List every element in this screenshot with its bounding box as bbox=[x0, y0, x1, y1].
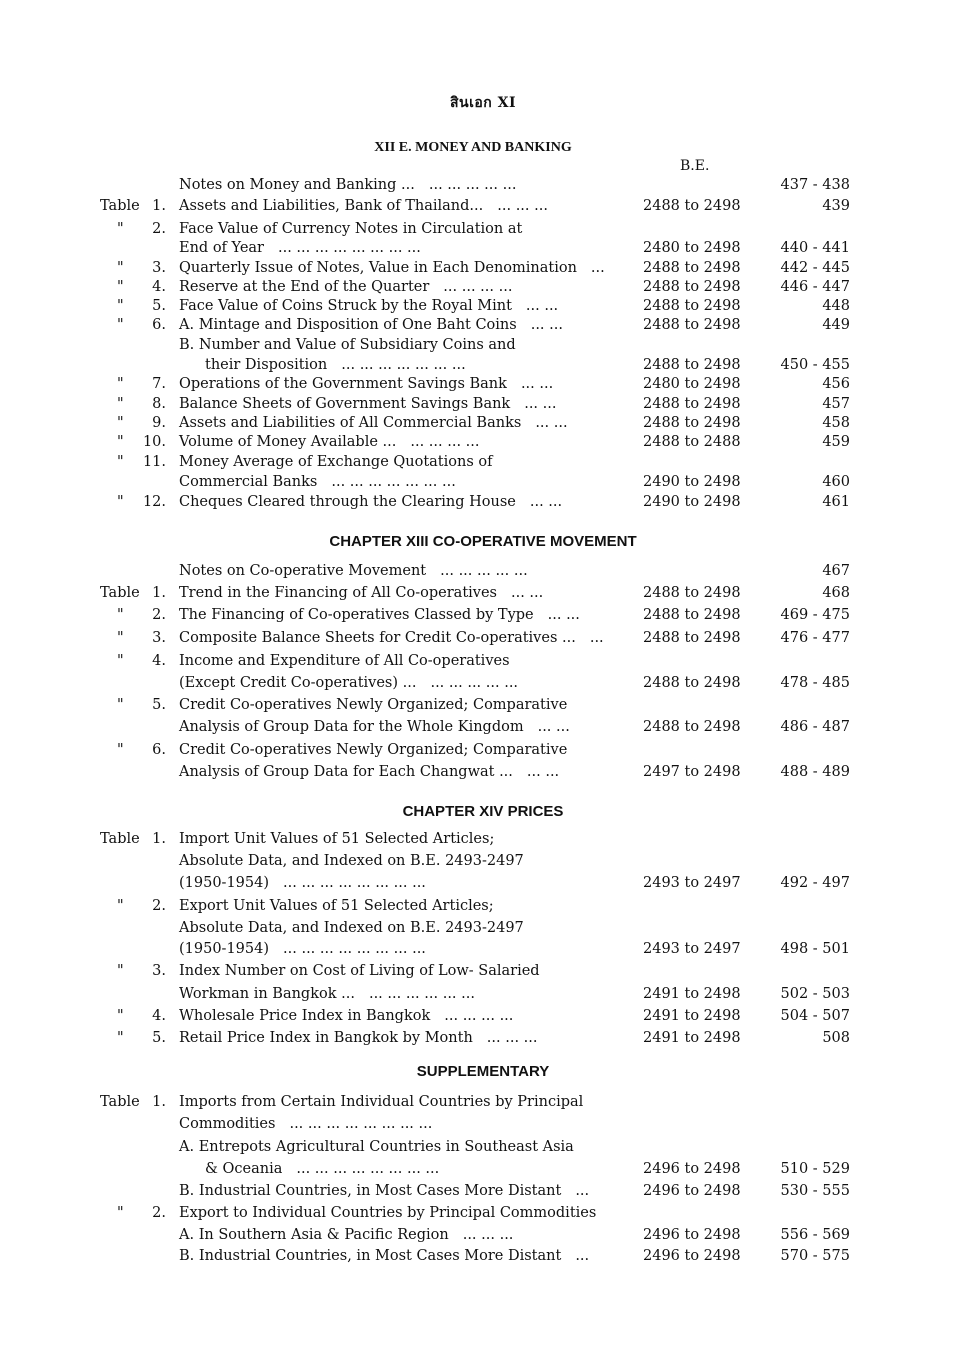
page-range: 437 - 438 bbox=[780, 177, 850, 193]
contents-row bbox=[0, 432, 966, 452]
year-range: 2488 to 2498 bbox=[643, 357, 741, 373]
year-range: 2493 to 2497 bbox=[643, 875, 741, 891]
contents-row bbox=[0, 851, 966, 871]
year-range: 2488 to 2498 bbox=[643, 317, 741, 333]
leader-dots: ... ... bbox=[537, 719, 570, 735]
ditto-mark: " bbox=[117, 1008, 124, 1024]
year-range: 2488 to 2498 bbox=[643, 607, 741, 623]
ditto-mark: " bbox=[117, 376, 124, 392]
leader-dots: ... bbox=[575, 1183, 590, 1199]
entry-title: Credit Co-operatives Newly Organized; Comparative bbox=[179, 742, 568, 758]
table-number: 11. bbox=[142, 454, 166, 470]
year-range: 2488 to 2498 bbox=[643, 719, 741, 735]
page-range: 450 - 455 bbox=[780, 357, 850, 373]
contents-row bbox=[0, 605, 966, 625]
ditto-mark: " bbox=[117, 279, 124, 295]
leader-dots: ... ... bbox=[547, 607, 580, 623]
table-label: Table bbox=[100, 1094, 140, 1110]
year-range: 2496 to 2498 bbox=[643, 1248, 741, 1264]
year-range: 2488 to 2498 bbox=[643, 396, 741, 412]
leader-dots: ... ... ... ... ... ... ... ... bbox=[283, 875, 426, 891]
year-range: 2496 to 2498 bbox=[643, 1161, 741, 1177]
entry-title: Assets and Liabilities, Bank of Thailand... bbox=[179, 198, 484, 214]
leader-dots: ... ... ... bbox=[486, 1030, 538, 1046]
contents-row bbox=[0, 374, 966, 394]
table-number: 1. bbox=[152, 198, 166, 214]
contents-row bbox=[0, 673, 966, 693]
ditto-mark: " bbox=[117, 963, 124, 979]
contents-row bbox=[0, 695, 966, 715]
entry-title: (1950-1954) bbox=[179, 941, 270, 957]
contents-row bbox=[0, 413, 966, 433]
year-range: 2488 to 2498 bbox=[643, 630, 741, 646]
page-range: 448 bbox=[822, 298, 850, 314]
leader-dots: ... ... ... ... bbox=[443, 279, 513, 295]
entry-title: B. Industrial Countries, in Most Cases More Distant bbox=[179, 1248, 562, 1264]
ditto-mark: " bbox=[117, 221, 124, 237]
table-number: 5. bbox=[152, 697, 166, 713]
year-range: 2491 to 2498 bbox=[643, 1030, 741, 1046]
entry-title: Face Value of Coins Struck by the Royal Mint bbox=[179, 298, 512, 314]
page-range: 488 - 489 bbox=[780, 764, 850, 780]
ditto-mark: " bbox=[117, 415, 124, 431]
table-number: 1. bbox=[152, 831, 166, 847]
leader-dots: ... ... ... ... ... bbox=[440, 563, 528, 579]
contents-row bbox=[0, 717, 966, 737]
page-range: 459 bbox=[822, 434, 850, 450]
leader-dots: ... ... bbox=[530, 317, 563, 333]
leader-dots: ... bbox=[589, 630, 604, 646]
table-number: 4. bbox=[152, 279, 166, 295]
table-number: 9. bbox=[152, 415, 166, 431]
contents-row bbox=[0, 651, 966, 671]
table-number: 2. bbox=[152, 898, 166, 914]
section-title: SUPPLEMENTARY bbox=[416, 1063, 550, 1080]
page-range: 457 bbox=[822, 396, 850, 412]
entry-title: Commodities bbox=[179, 1116, 276, 1132]
entry-title: Composite Balance Sheets for Credit Co-operatives ... bbox=[179, 630, 576, 646]
table-number: 12. bbox=[142, 494, 166, 510]
entry-title: B. Number and Value of Subsidiary Coins and bbox=[179, 337, 516, 353]
leader-dots: ... ... bbox=[535, 415, 568, 431]
entry-title: Income and Expenditure of All Co-operatives bbox=[179, 653, 510, 669]
entry-title: Money Average of Exchange Quotations of bbox=[179, 454, 493, 470]
contents-row bbox=[0, 238, 966, 258]
year-range: 2488 to 2498 bbox=[643, 585, 741, 601]
ditto-mark: " bbox=[117, 454, 124, 470]
leader-dots: ... ... ... ... ... bbox=[430, 675, 519, 691]
entry-title: & Oceania bbox=[205, 1161, 283, 1177]
page-range: 456 bbox=[822, 376, 850, 392]
entry-title: A. In Southern Asia & Pacific Region bbox=[179, 1227, 449, 1243]
contents-row bbox=[0, 219, 966, 239]
page-range: 458 bbox=[822, 415, 850, 431]
contents-row bbox=[0, 296, 966, 316]
ditto-mark: " bbox=[117, 1030, 124, 1046]
contents-row bbox=[0, 315, 966, 335]
contents-row bbox=[0, 873, 966, 893]
contents-row bbox=[0, 1225, 966, 1245]
page-range: 460 bbox=[822, 474, 850, 490]
leader-dots: ... ... ... ... ... ... ... bbox=[341, 357, 466, 373]
year-range: 2488 to 2498 bbox=[643, 415, 741, 431]
ditto-mark: " bbox=[117, 396, 124, 412]
leader-dots: ... bbox=[590, 260, 605, 276]
ditto-mark: " bbox=[117, 742, 124, 758]
entry-title: Export Unit Values of 51 Selected Articles; bbox=[179, 898, 494, 914]
leader-dots: ... ... bbox=[525, 298, 559, 314]
page-range: 492 - 497 bbox=[780, 875, 850, 891]
leader-dots: ... ... bbox=[526, 764, 560, 780]
table-number: 6. bbox=[152, 742, 166, 758]
contents-row bbox=[0, 1137, 966, 1157]
ditto-mark: " bbox=[117, 697, 124, 713]
contents-row bbox=[0, 740, 966, 760]
leader-dots: ... ... ... ... ... ... ... bbox=[331, 474, 456, 490]
page-range: 478 - 485 bbox=[780, 675, 850, 691]
contents-row bbox=[0, 1159, 966, 1179]
entry-title: Assets and Liabilities of All Commercial Banks bbox=[179, 415, 522, 431]
ditto-mark: " bbox=[117, 298, 124, 314]
entry-title: Imports from Certain Individual Countries by Principal bbox=[179, 1094, 584, 1110]
contents-row bbox=[0, 492, 966, 512]
year-range: 2488 to 2498 bbox=[643, 298, 741, 314]
entry-title: Balance Sheets of Government Savings Bank bbox=[179, 396, 511, 412]
entry-title: Face Value of Currency Notes in Circulation at bbox=[179, 221, 523, 237]
table-number: 5. bbox=[152, 1030, 166, 1046]
leader-dots: ... ... ... bbox=[497, 198, 548, 214]
leader-dots: ... ... bbox=[529, 494, 563, 510]
ditto-mark: " bbox=[117, 260, 124, 276]
entry-title: Notes on Money and Banking ... bbox=[179, 177, 415, 193]
section-title: XII E. MONEY AND BANKING bbox=[374, 140, 572, 155]
leader-dots: ... ... ... bbox=[462, 1227, 514, 1243]
contents-row bbox=[0, 452, 966, 472]
leader-dots: ... ... ... ... bbox=[410, 434, 480, 450]
entry-title: Workman in Bangkok ... bbox=[179, 986, 355, 1002]
year-range: 2497 to 2498 bbox=[643, 764, 741, 780]
page-range: 530 - 555 bbox=[780, 1183, 850, 1199]
ditto-mark: " bbox=[117, 494, 124, 510]
ditto-mark: " bbox=[117, 653, 124, 669]
contents-row bbox=[0, 583, 966, 603]
contents-row bbox=[0, 1092, 966, 1112]
year-range: 2488 to 2498 bbox=[643, 260, 741, 276]
page-range: 502 - 503 bbox=[780, 986, 850, 1002]
leader-dots: ... ... ... ... ... ... ... ... bbox=[289, 1116, 433, 1132]
entry-title: Analysis of Group Data for Each Changwat ... bbox=[179, 764, 513, 780]
ditto-mark: " bbox=[117, 317, 124, 333]
leader-dots: ... ... ... ... ... ... ... ... bbox=[296, 1161, 440, 1177]
contents-row bbox=[0, 1246, 966, 1266]
leader-dots: ... ... bbox=[511, 585, 544, 601]
page-range: 468 bbox=[822, 585, 850, 601]
entry-title: Notes on Co-operative Movement bbox=[179, 563, 427, 579]
leader-dots: ... ... ... ... ... ... ... ... bbox=[278, 240, 421, 256]
entry-title: Volume of Money Available ... bbox=[179, 434, 397, 450]
page-header: สินเอก XI bbox=[449, 95, 517, 111]
page-range: 556 - 569 bbox=[780, 1227, 850, 1243]
leader-dots: ... ... bbox=[520, 376, 554, 392]
page-range: 486 - 487 bbox=[780, 719, 850, 735]
entry-title: Analysis of Group Data for the Whole Kingdom bbox=[179, 719, 524, 735]
page-range: 439 bbox=[822, 198, 850, 214]
entry-title: Quarterly Issue of Notes, Value in Each Denomination bbox=[179, 260, 577, 276]
ditto-mark: " bbox=[117, 898, 124, 914]
contents-row bbox=[0, 918, 966, 938]
entry-title: (1950-1954) bbox=[179, 875, 270, 891]
table-number: 6. bbox=[152, 317, 166, 333]
table-number: 5. bbox=[152, 298, 166, 314]
entry-title: A. Entrepots Agricultural Countries in Southeast Asia bbox=[179, 1139, 574, 1155]
contents-row bbox=[0, 335, 966, 355]
table-number: 8. bbox=[152, 396, 166, 412]
table-number: 3. bbox=[152, 260, 166, 276]
table-number: 2. bbox=[152, 607, 166, 623]
contents-row bbox=[0, 896, 966, 916]
entry-title: Retail Price Index in Bangkok by Month bbox=[179, 1030, 473, 1046]
table-number: 4. bbox=[152, 1008, 166, 1024]
page-range: 461 bbox=[822, 494, 850, 510]
entry-title: Wholesale Price Index in Bangkok bbox=[179, 1008, 431, 1024]
page-range: 446 - 447 bbox=[780, 279, 850, 295]
contents-row bbox=[0, 1203, 966, 1223]
year-range: 2488 to 2498 bbox=[643, 675, 741, 691]
table-label: Table bbox=[100, 198, 140, 214]
leader-dots: ... ... ... ... ... ... bbox=[368, 986, 475, 1002]
year-range: 2490 to 2498 bbox=[643, 494, 741, 510]
table-number: 1. bbox=[152, 585, 166, 601]
page-range: 467 bbox=[822, 563, 850, 579]
table-number: 7. bbox=[152, 376, 166, 392]
entry-title: Credit Co-operatives Newly Organized; Comparative bbox=[179, 697, 568, 713]
contents-row bbox=[0, 472, 966, 492]
entry-title: Absolute Data, and Indexed on B.E. 2493-2497 bbox=[179, 853, 524, 869]
page-range: 504 - 507 bbox=[780, 1008, 850, 1024]
contents-row bbox=[0, 394, 966, 414]
table-number: 3. bbox=[152, 630, 166, 646]
entry-title: A. Mintage and Disposition of One Baht Coins bbox=[179, 317, 517, 333]
contents-row bbox=[0, 984, 966, 1004]
year-range: 2493 to 2497 bbox=[643, 941, 741, 957]
contents-row bbox=[0, 355, 966, 375]
contents-row bbox=[0, 1006, 966, 1026]
page-range: 508 bbox=[822, 1030, 850, 1046]
page-range: 476 - 477 bbox=[780, 630, 850, 646]
contents-row bbox=[0, 961, 966, 981]
table-label: Table bbox=[100, 831, 140, 847]
contents-row bbox=[0, 829, 966, 849]
year-range: 2496 to 2498 bbox=[643, 1227, 741, 1243]
contents-row bbox=[0, 258, 966, 278]
year-range: 2491 to 2498 bbox=[643, 1008, 741, 1024]
contents-row bbox=[0, 277, 966, 297]
contents-row bbox=[0, 1028, 966, 1048]
section-title: CHAPTER XIV PRICES bbox=[402, 803, 564, 820]
year-range: 2496 to 2498 bbox=[643, 1183, 741, 1199]
entry-title: End of Year bbox=[179, 240, 264, 256]
section-title: CHAPTER XIII CO-OPERATIVE MOVEMENT bbox=[329, 533, 637, 550]
year-range: 2488 to 2488 bbox=[643, 434, 741, 450]
page-range: 442 - 445 bbox=[780, 260, 850, 276]
leader-dots: ... ... ... ... ... ... ... ... bbox=[283, 941, 426, 957]
column-header-be: B.E. bbox=[680, 158, 710, 174]
table-number: 1. bbox=[152, 1094, 166, 1110]
entry-title: Import Unit Values of 51 Selected Articles; bbox=[179, 831, 495, 847]
year-range: 2488 to 2498 bbox=[643, 198, 741, 214]
table-number: 10. bbox=[142, 434, 166, 450]
page-range: 510 - 529 bbox=[780, 1161, 850, 1177]
entry-title: Export to Individual Countries by Principal Commodities bbox=[179, 1205, 597, 1221]
leader-dots: ... ... bbox=[524, 396, 557, 412]
entry-title: Absolute Data, and Indexed on B.E. 2493-2497 bbox=[179, 920, 524, 936]
ditto-mark: " bbox=[117, 1205, 124, 1221]
ditto-mark: " bbox=[117, 630, 124, 646]
table-number: 4. bbox=[152, 653, 166, 669]
page-range: 440 - 441 bbox=[780, 240, 850, 256]
entry-title: The Financing of Co-operatives Classed by Type bbox=[179, 607, 534, 623]
year-range: 2491 to 2498 bbox=[643, 986, 741, 1002]
leader-dots: ... bbox=[575, 1248, 590, 1264]
entry-title: B. Industrial Countries, in Most Cases More Distant bbox=[179, 1183, 562, 1199]
table-number: 3. bbox=[152, 963, 166, 979]
page-range: 469 - 475 bbox=[780, 607, 850, 623]
contents-row bbox=[0, 175, 966, 195]
leader-dots: ... ... ... ... bbox=[444, 1008, 514, 1024]
page-range: 570 - 575 bbox=[780, 1248, 850, 1264]
leader-dots: ... ... ... ... ... bbox=[428, 177, 517, 193]
table-number: 2. bbox=[152, 1205, 166, 1221]
ditto-mark: " bbox=[117, 434, 124, 450]
entry-title: Index Number on Cost of Living of Low- Salaried bbox=[179, 963, 540, 979]
contents-row bbox=[0, 628, 966, 648]
contents-row bbox=[0, 1114, 966, 1134]
entry-title: (Except Credit Co-operatives) ... bbox=[179, 675, 417, 691]
contents-row bbox=[0, 196, 966, 216]
ditto-mark: " bbox=[117, 607, 124, 623]
entry-title: their Disposition bbox=[205, 357, 328, 373]
contents-row bbox=[0, 762, 966, 782]
entry-title: Cheques Cleared through the Clearing House bbox=[179, 494, 516, 510]
entry-title: Trend in the Financing of All Co-operatives bbox=[179, 585, 497, 601]
page-range: 449 bbox=[822, 317, 850, 333]
year-range: 2480 to 2498 bbox=[643, 376, 741, 392]
entry-title: Reserve at the End of the Quarter bbox=[179, 279, 430, 295]
year-range: 2480 to 2498 bbox=[643, 240, 741, 256]
entry-title: Operations of the Government Savings Bank bbox=[179, 376, 507, 392]
contents-row bbox=[0, 561, 966, 581]
page-range: 498 - 501 bbox=[780, 941, 850, 957]
contents-row bbox=[0, 939, 966, 959]
year-range: 2488 to 2498 bbox=[643, 279, 741, 295]
contents-row bbox=[0, 1181, 966, 1201]
table-label: Table bbox=[100, 585, 140, 601]
year-range: 2490 to 2498 bbox=[643, 474, 741, 490]
table-number: 2. bbox=[152, 221, 166, 237]
entry-title: Commercial Banks bbox=[179, 474, 318, 490]
